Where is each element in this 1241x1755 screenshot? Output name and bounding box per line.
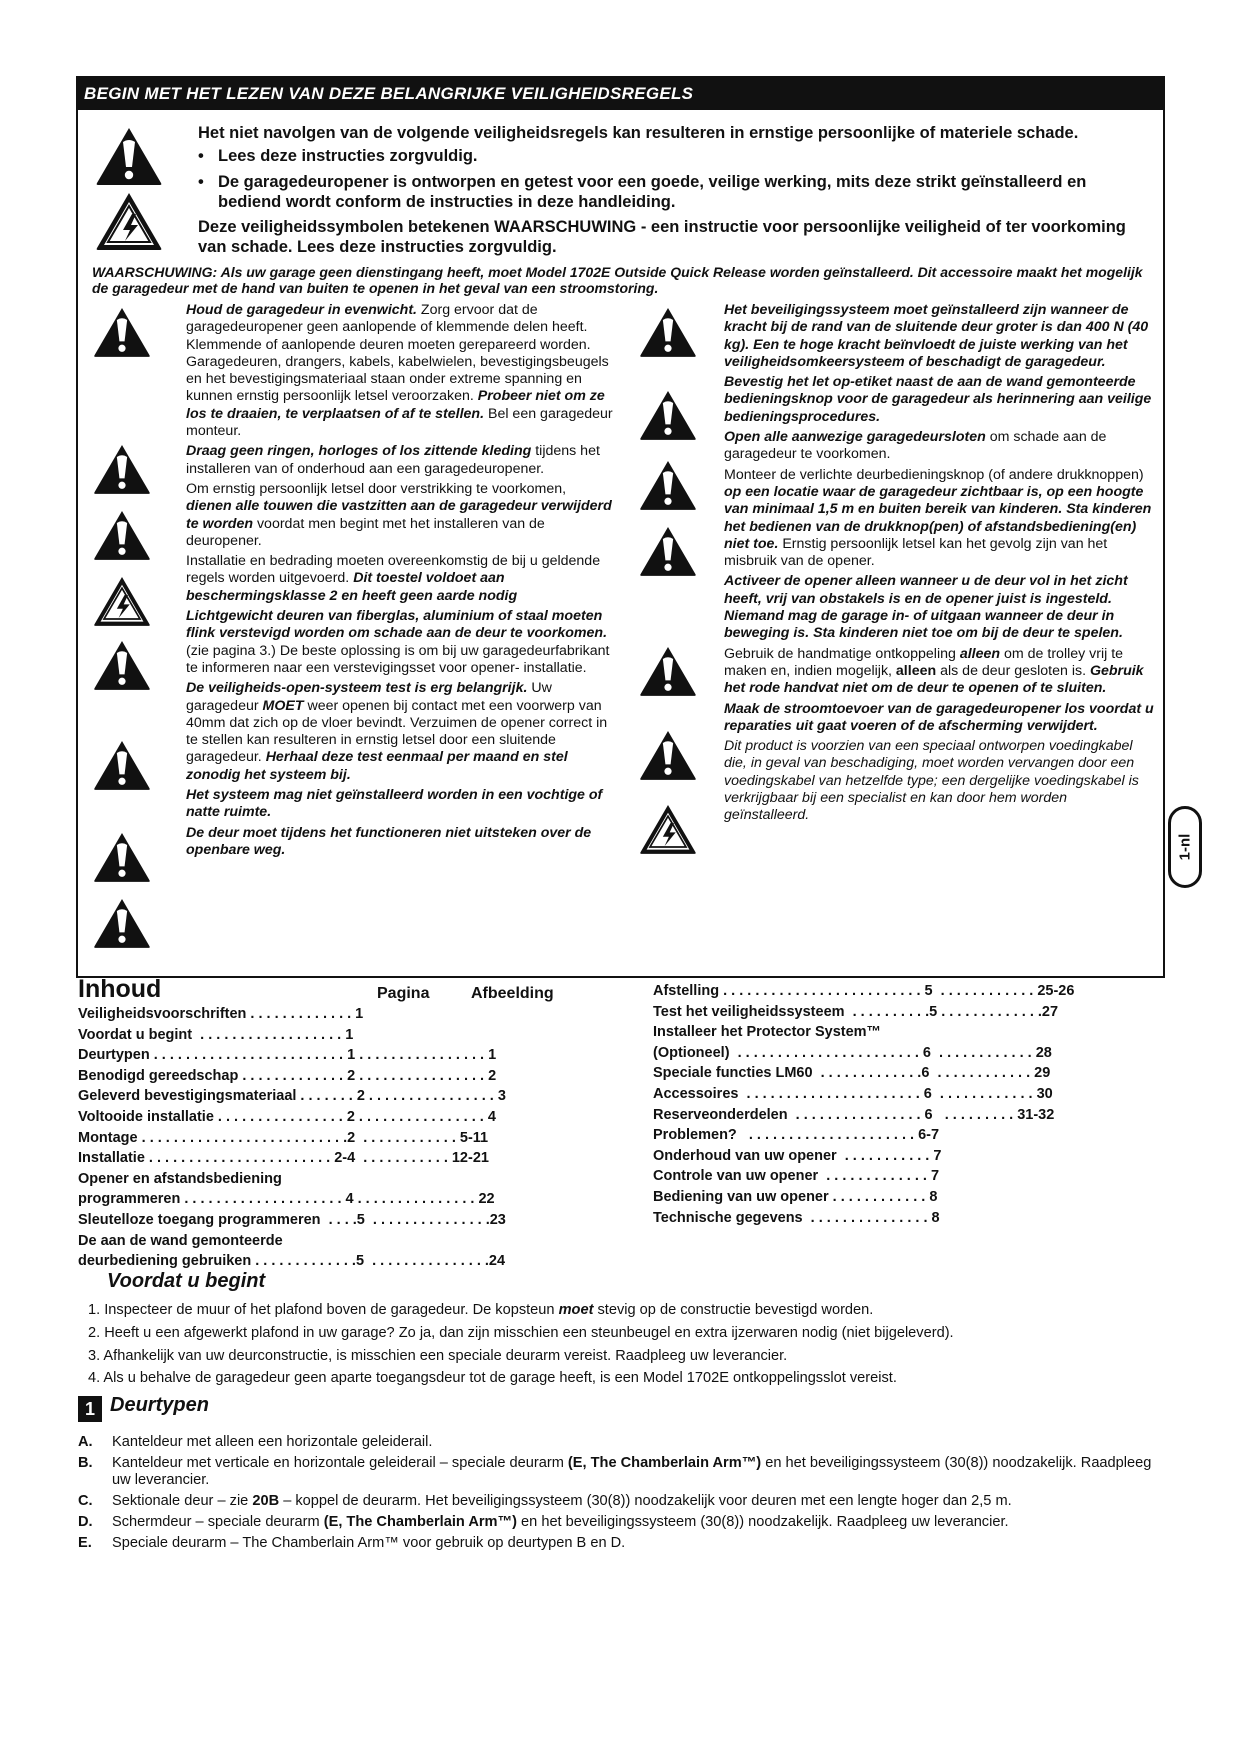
warning-exclamation-icon [92,738,152,792]
safety-symbols-text: Deze veiligheidssymbolen betekenen WAARSCHUWING - een instructie voor persoonlijke veiligheid of ter voorkoming van schade. Lees deze instructies zorgvuldig. [198,218,1126,256]
toc-entry: Afstelling . . . . . . . . . . . . . . . . . . . . . . . . . 5 . . . . . . . . . . . . 25-26 [653,983,1075,999]
toc-col-figure: Afbeelding [471,985,554,1002]
toc-entry: Voltooide installatie . . . . . . . . . . . . . . . . 2 . . . . . . . . . . . . . . . . 4 [78,1108,496,1125]
toc-entry: Speciale functies LM60 . . . . . . . . . . . . .6 . . . . . . . . . . . . 29 [653,1065,1051,1082]
warning-exclamation-icon [638,388,698,442]
bullet-dot: • [198,173,204,191]
safety-intro: Het niet navolgen van de volgende veiligheidsregels kan resulteren in ernstige persoonlijke of materiele schade. [198,124,1079,142]
warning-exclamation-icon [92,896,152,950]
toc-entry: Geleverd bevestigingsmateriaal . . . . . . . 2 . . . . . . . . . . . . . . . . 3 [78,1088,506,1105]
rule-ropes: Om ernstig persoonlijk letsel door verstrikking te voorkomen, dienen alle touwen die vastzitten aan de garagedeur verwijderd te worden voordat men begint met het installeren van de deuropener. [186,480,612,549]
toc-right-list [653,981,1074,1228]
before-steps [88,1299,1208,1390]
toc-title: Inhoud [78,975,162,1003]
rule-activate: Activeer de opener alleen wanneer u de deur vol in het zicht heeft, vrij van obstakels is en de opener juist is ingesteld. Niemand mag de garage in- of uitgaan wanneer de deur in beweging is. Sta kinderen niet toe om bij de deur te spelen. [724,573,1128,642]
toc-left-list [78,1004,506,1272]
rule-manual-release: Gebruik de handmatige ontkoppeling alleen om de trolley vrij te maken en, indien mogelijk, alleen als de deur gesloten is. Gebruik het rode handvat niet om de deur te openen of te sluiten. [724,645,1144,697]
list-item: 2. Heeft u een afgewerkt plafond in uw garage? Zo ja, dan zijn misschien een steunbeugel en extra ijzerwaren nodig (niet bijgeleverd). [88,1324,954,1341]
warning-exclamation-icon [92,638,152,692]
toc-entry: Controle van uw opener . . . . . . . . . . . . . 7 [653,1168,940,1185]
toc-entry: (Optioneel) . . . . . . . . . . . . . . . . . . . . . . . 6 . . . . . . . . . . . . 28 [653,1044,1052,1061]
toc-entry: Installatie . . . . . . . . . . . . . . . . . . . . . . . 2-4 . . . . . . . . . . . 12-21 [78,1150,489,1167]
toc-entry: deurbediening gebruiken . . . . . . . . . . . . .5 . . . . . . . . . . . . . . .24 [78,1253,506,1270]
rule-protector-system: Het beveiligingssysteem moet geïnstalleerd zijn wanneer de kracht bij de rand van de sluitende deur groter is dan 400 N (40 kg). Een te hoge kracht beïnvloedt de juiste werking van het veiligheidsomkeersysteem of beschadigt de garagedeur. [724,302,1149,370]
electrical-hazard-icon [92,574,152,628]
list-item: 3. Afhankelijk van uw deurconstructie, is misschien een speciale deurarm vereist. Raadpleeg uw leverancier. [88,1347,788,1364]
toc-entry: Voordat u begint . . . . . . . . . . . . . . . . . . 1 [78,1026,354,1043]
warning-exclamation-icon [638,728,698,782]
rule-power-cable: Dit product is voorzien van een speciaal ontworpen voedingkabel die, in geval van beschadiging, moet worden vervangen door een voedingskabel van hetzelfde type; een dergelijke voedingskabel is verkrijgbaar bij een specialist en kan door hem worden geïnstalleerd. [724,738,1139,824]
rule-balance: Houd de garagedeur in evenwicht. Zorg ervoor dat de garagedeuropener geen aanlopende of klemmende delen heeft. Klemmende of aanlopende deuren moeten gerepareerd worden. Garagedeuren, drangers, kabels, kabelwielen, bevestigingsbeugels en het bevestigingsmateriaal staan onder extreme spanning en kunnen ernstig persoonlijk letsel veroorzaken. Probeer niet om ze los te draaien, te verplaatsen of af te stellen. Bel een garagedeur monteur. [186,302,613,440]
electrical-hazard-icon [94,190,164,252]
section-number-badge: 1 [78,1396,102,1422]
toc-entry: Installeer het Protector System™ [653,1024,882,1041]
toc-entry: Bediening van uw opener . . . . . . . . . . . . 8 [653,1188,938,1205]
outside-release-warning: WAARSCHUWING: Als uw garage geen dienstingang heeft, moet Model 1702E Outside Quick Release worden geïnstalleerd. Dit accessoire maakt het mogelijk de garagedeur met de hand van buiten te openen in het geval van een stroomstoring. [92,264,1143,296]
toc-entry: Technische gegevens . . . . . . . . . . . . . . . 8 [653,1209,940,1226]
list-item: 1. Inspecteer de muur of het plafond boven de garagedeur. De kopsteun moet stevig op de constructie bevestigd worden. [88,1302,874,1318]
rule-public-road: De deur moet tijdens het functioneren niet uitsteken over de openbare weg. [186,824,592,858]
toc-entry: programmeren . . . . . . . . . . . . . . . . . . . . 4 . . . . . . . . . . . . . . . 22 [78,1191,495,1208]
toc-col-page: Pagina [377,985,430,1002]
toc-entry: De aan de wand gemonteerde [78,1232,283,1249]
rule-lightweight-doors: Lichtgewicht deuren van fiberglas, aluminium of staal moeten flink verstevigd worden om schade aan de deur te voorkomen. (zie pagina 3.) De beste oplossing is om bij uw garagedeurfabrikant te informeren naar een verstevigingsset voor opener- installatie. [186,608,610,676]
toc-entry: Problemen? . . . . . . . . . . . . . . . . . . . . . 6-7 [653,1127,940,1144]
toc-entry: Test het veiligheidssysteem . . . . . . . . . .5 . . . . . . . . . . . . .27 [653,1003,1059,1020]
toc-entry: Opener en afstandsbediening [78,1170,282,1187]
warning-exclamation-icon [638,458,698,512]
toc-entry: Sleutelloze toegang programmeren . . . .5 . . . . . . . . . . . . . . .23 [78,1211,506,1228]
rule-door-locks: Open alle aanwezige garagedeursloten om schade aan de garagedeur te voorkomen. [724,429,1107,463]
page-language-tab [1168,806,1202,888]
page-number: 1-nl [1176,833,1194,861]
rule-disconnect-power: Maak de stroomtoevoer van de garagedeuropener los voordat u reparaties uit gaat voeren of de afscherming verwijdert. [724,700,1154,734]
warning-exclamation-icon [92,508,152,562]
toc-entry: Onderhoud van uw opener . . . . . . . . . . . 7 [653,1147,942,1164]
list-item: 4. Als u behalve de garagedeur geen aparte toegangsdeur tot de garage heeft, is een Model 1702E ontkoppelingsslot vereist. [88,1370,897,1387]
warning-exclamation-icon [92,305,152,359]
section-title-before: Voordat u begint [107,1270,266,1292]
rule-safety-test: De veiligheids-open-systeem test is erg belangrijk. Uw garagedeur MOET weer openen bij contact met een voorwerp van 40mm dat zich op de vloer bevindt. Verzuimen de opener correct in te stellen kan resulteren in ernstig letsel door een sluitende garagedeur. Herhaal deze test eenmaal per maand en stel zonodig het systeem bij. [186,680,608,783]
warning-exclamation-icon [94,125,164,187]
warning-exclamation-icon [92,442,152,496]
rule-jewelry: Draag geen ringen, horloges of los zittende kleding tijdens het installeren van of onderhoud aan een garagedeuropener. [186,443,600,477]
safety-header: BEGIN MET HET LEZEN VAN DEZE BELANGRIJKE VEILIGHEIDSREGELS [78,78,1163,110]
section-title-doortypes: Deurtypen [110,1394,209,1416]
safety-rules-box [76,76,1165,978]
bullet-dot: • [198,147,204,165]
toc-entry: Benodigd gereedschap . . . . . . . . . . . . . 2 . . . . . . . . . . . . . . . . 2 [78,1067,497,1084]
safety-right-column [724,302,1156,828]
toc-entry: Accessoires . . . . . . . . . . . . . . . . . . . . . . 6 . . . . . . . . . . . . 30 [653,1085,1053,1102]
toc-entry: Veiligheidsvoorschriften . . . . . . . . . . . . . 1 [78,1006,364,1022]
safety-bullet-2: De garagedeuropener is ontworpen en getest voor een goede, veilige werking, mits deze strikt geïnstalleerd en bediend wordt conform de instructies in deze handleiding. [218,173,1087,211]
rule-push-button: Monteer de verlichte deurbedieningsknop (of andere drukknoppen) op een locatie waar de garagedeur zichtbaar is, op een hoogte van minimaal 1,5 m en buiten bereik van kinderen. Sta kinderen het bedienen van de drukknop(pen) of afstandsbediening(en) niet toe. Ernstig persoonlijk letsel kan het gevolg zijn van het misbruik van de opener. [724,466,1152,570]
toc-entry: Deurtypen . . . . . . . . . . . . . . . . . . . . . . . . 1 . . . . . . . . . . . . . . . . 1 [78,1047,497,1064]
rule-wiring: Installatie en bedrading moeten overeenkomstig de bij u geldende regels worden uitgevoerd. Dit toestel voldoet aan beschermingsklasse 2 en heeft geen aarde nodig [186,553,601,604]
warning-exclamation-icon [638,305,698,359]
safety-left-column [186,302,614,862]
rule-warning-label: Bevestig het let op-etiket naast de aan de wand gemonteerde bedieningsknop voor de garagedeur als herinnering aan veilige bedieningsprocedures. [724,374,1152,425]
warning-exclamation-icon [92,830,152,884]
electrical-hazard-icon [638,802,698,856]
safety-bullet-1: Lees deze instructies zorgvuldig. [218,147,478,165]
rule-humidity: Het systeem mag niet geïnstalleerd worden in een vochtige of natte ruimte. [186,787,603,821]
toc-entry: Reserveonderdelen . . . . . . . . . . . . . . . . 6 . . . . . . . . . 31-32 [653,1106,1055,1123]
toc-entry: Montage . . . . . . . . . . . . . . . . . . . . . . . . . .2 . . . . . . . . . . . . 5-11 [78,1129,489,1146]
warning-exclamation-icon [638,644,698,698]
warning-exclamation-icon [638,524,698,578]
